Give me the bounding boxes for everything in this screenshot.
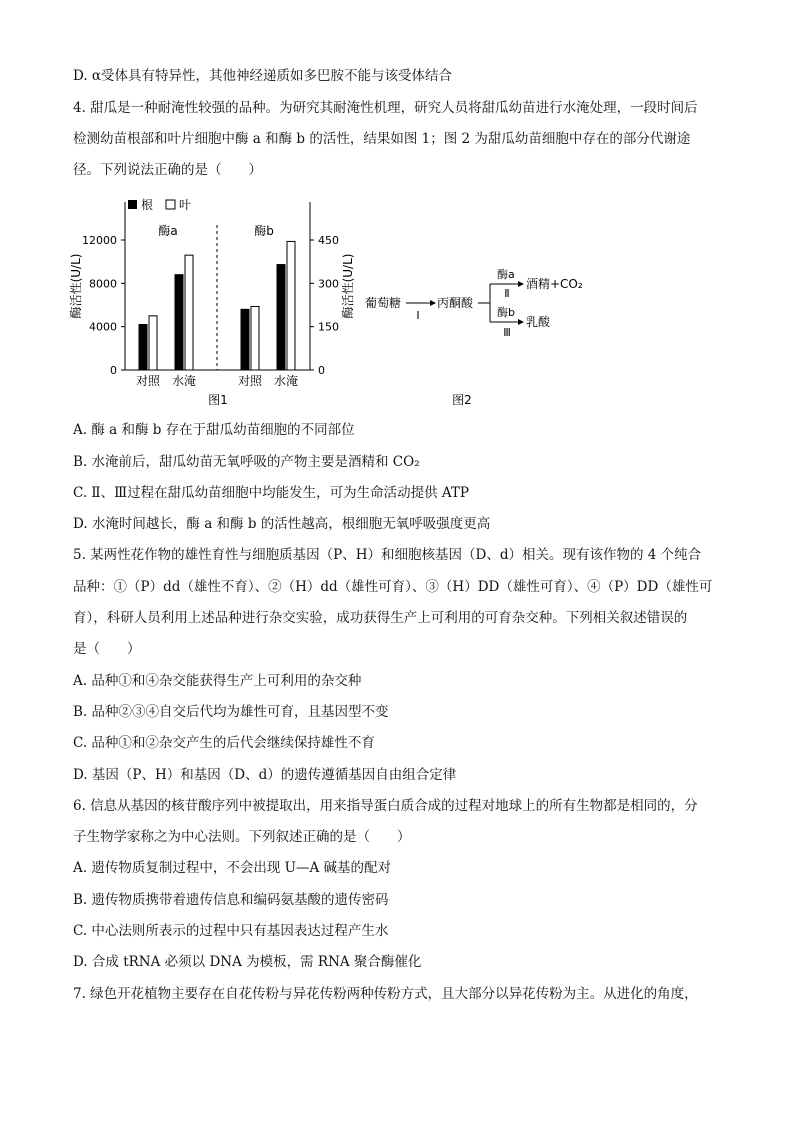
question-4-stem: 4. 甜瓜是一种耐淹性较强的品种。为研究其耐淹性机理，研究人员将甜瓜幼苗进行水淹处理，一段时间后 [73, 100, 698, 116]
legend-leaf-label: 叶 [179, 198, 192, 212]
option-d: D. 合成 tRNA 必须以 DNA 为模板，需 RNA 聚合酶催化 [73, 954, 422, 970]
arrowhead [518, 319, 524, 325]
bar-leaf [149, 316, 157, 370]
left-y-axis-label: 酶活性(U/L) [69, 253, 83, 319]
figure-2-pathway [365, 267, 583, 407]
text-line: 子生物学家称之为中心法则。下列叙述正确的是（ ） [73, 829, 411, 845]
bar-root [175, 275, 183, 370]
bar-root [277, 265, 285, 370]
category-label: 对照 [135, 374, 161, 388]
figure-1-caption: 图1 [208, 393, 228, 407]
panel-label-enzyme-b: 酶b [254, 224, 274, 238]
enzyme-b-label: 酶b [497, 306, 515, 319]
question-7-stem: 7. 绿色开花植物主要存在自花传粉与异花传粉两种传粉方式，且大部分以异花传粉为主。从进化的角度， [73, 986, 698, 1002]
y-tick-label: 4000 [89, 320, 117, 334]
option-c: C. 品种①和②杂交产生的后代会继续保持雄性不育 [73, 735, 375, 751]
option-b: B. 遗传物质携带着遗传信息和编码氨基酸的遗传密码 [73, 892, 389, 908]
figure [60, 190, 620, 415]
y-tick-label: 450 [318, 234, 339, 247]
option-a: A. 品种①和④杂交能获得生产上可利用的杂交种 [73, 673, 362, 689]
legend-root-label: 根 [141, 198, 154, 212]
question-5-stem: 5. 某两性花作物的雄性育性与细胞质基因（P、H）和细胞核基因（D、d）相关。现有该作物的 4 个纯合 [73, 547, 702, 563]
bar-root [139, 325, 147, 371]
y-tick-label: 0 [318, 364, 325, 377]
panel-label-enzyme-a: 酶a [158, 224, 178, 238]
step-2-label: Ⅱ [504, 287, 510, 300]
y-tick-label: 300 [318, 277, 339, 291]
figure-1-chart [68, 197, 355, 407]
bar-leaf [185, 255, 193, 370]
text-line: 径。下列说法正确的是（ ） [73, 162, 262, 178]
text-line: 品种：①（P）dd（雄性不育）、②（H）dd（雄性可育）、③（H）DD（雄性可育）、④（P）DD（雄性可 [73, 579, 713, 595]
glucose-label: 葡萄糖 [365, 296, 402, 310]
y-tick-label: 150 [318, 320, 339, 334]
option-b: B. 品种②③④自交后代均为雄性可育，且基因型不变 [73, 704, 389, 720]
bar-leaf [251, 306, 259, 370]
text-line: 检测幼苗根部和叶片细胞中酶 a 和酶 b 的活性，结果如图 1；图 2 为甜瓜幼苗细胞中存在的部分代谢途 [73, 131, 691, 147]
y-tick-label: 0 [110, 364, 117, 377]
option-a: A. 酶 a 和酶 b 存在于甜瓜幼苗细胞的不同部位 [73, 422, 355, 438]
text-line: 育），科研人员利用上述品种进行杂交实验，成功获得生产上可利用的可育杂交种。下列相关叙述错误的 [73, 610, 688, 626]
step-1-label: Ⅰ [416, 309, 420, 322]
option-a: A. 遗传物质复制过程中，不会出现 U—A 碱基的配对 [73, 860, 392, 876]
question-6-stem: 6. 信息从基因的核苷酸序列中被提取出，用来指导蛋白质合成的过程对地球上的所有生物都是相同的，分 [73, 798, 698, 814]
figure-2-caption: 图2 [452, 393, 472, 407]
text-line: 是（ ） [73, 641, 141, 657]
enzyme-a-label: 酶a [497, 268, 515, 281]
step-3-label: Ⅲ [503, 326, 511, 339]
category-label: 对照 [237, 374, 263, 388]
option-d: D. 基因（P、H）和基因（D、d）的遗传遵循基因自由组合定律 [73, 767, 457, 783]
legend-root-swatch [128, 200, 137, 209]
legend-leaf-swatch [166, 200, 175, 209]
product-2-label: 酒精+CO₂ [526, 277, 583, 291]
pyruvate-label: 丙酮酸 [437, 296, 474, 310]
arrowhead [518, 281, 524, 287]
text-line: D. α受体具有特异性，其他神经递质如多巴胺不能与该受体结合 [73, 68, 453, 84]
option-c: C. 中心法则所表示的过程中只有基因表达过程产生水 [73, 923, 389, 939]
product-3-label: 乳酸 [526, 315, 551, 329]
bar-leaf [287, 241, 295, 370]
option-d: D. 水淹时间越长，酶 a 和酶 b 的活性越高，根细胞无氧呼吸强度更高 [73, 516, 491, 532]
y-tick-label: 12000 [82, 234, 117, 247]
option-c: C. Ⅱ、Ⅲ过程在甜瓜幼苗细胞中均能发生，可为生命活动提供 ATP [73, 485, 470, 501]
bar-root [241, 309, 249, 370]
category-label: 水淹 [171, 374, 197, 388]
option-b: B. 水淹前后，甜瓜幼苗无氧呼吸的产物主要是酒精和 CO₂ [73, 454, 420, 470]
arrowhead [430, 300, 436, 306]
right-y-axis-label: 酶活性(U/L) [341, 253, 355, 319]
y-tick-label: 8000 [89, 277, 117, 291]
category-label: 水淹 [273, 374, 299, 388]
